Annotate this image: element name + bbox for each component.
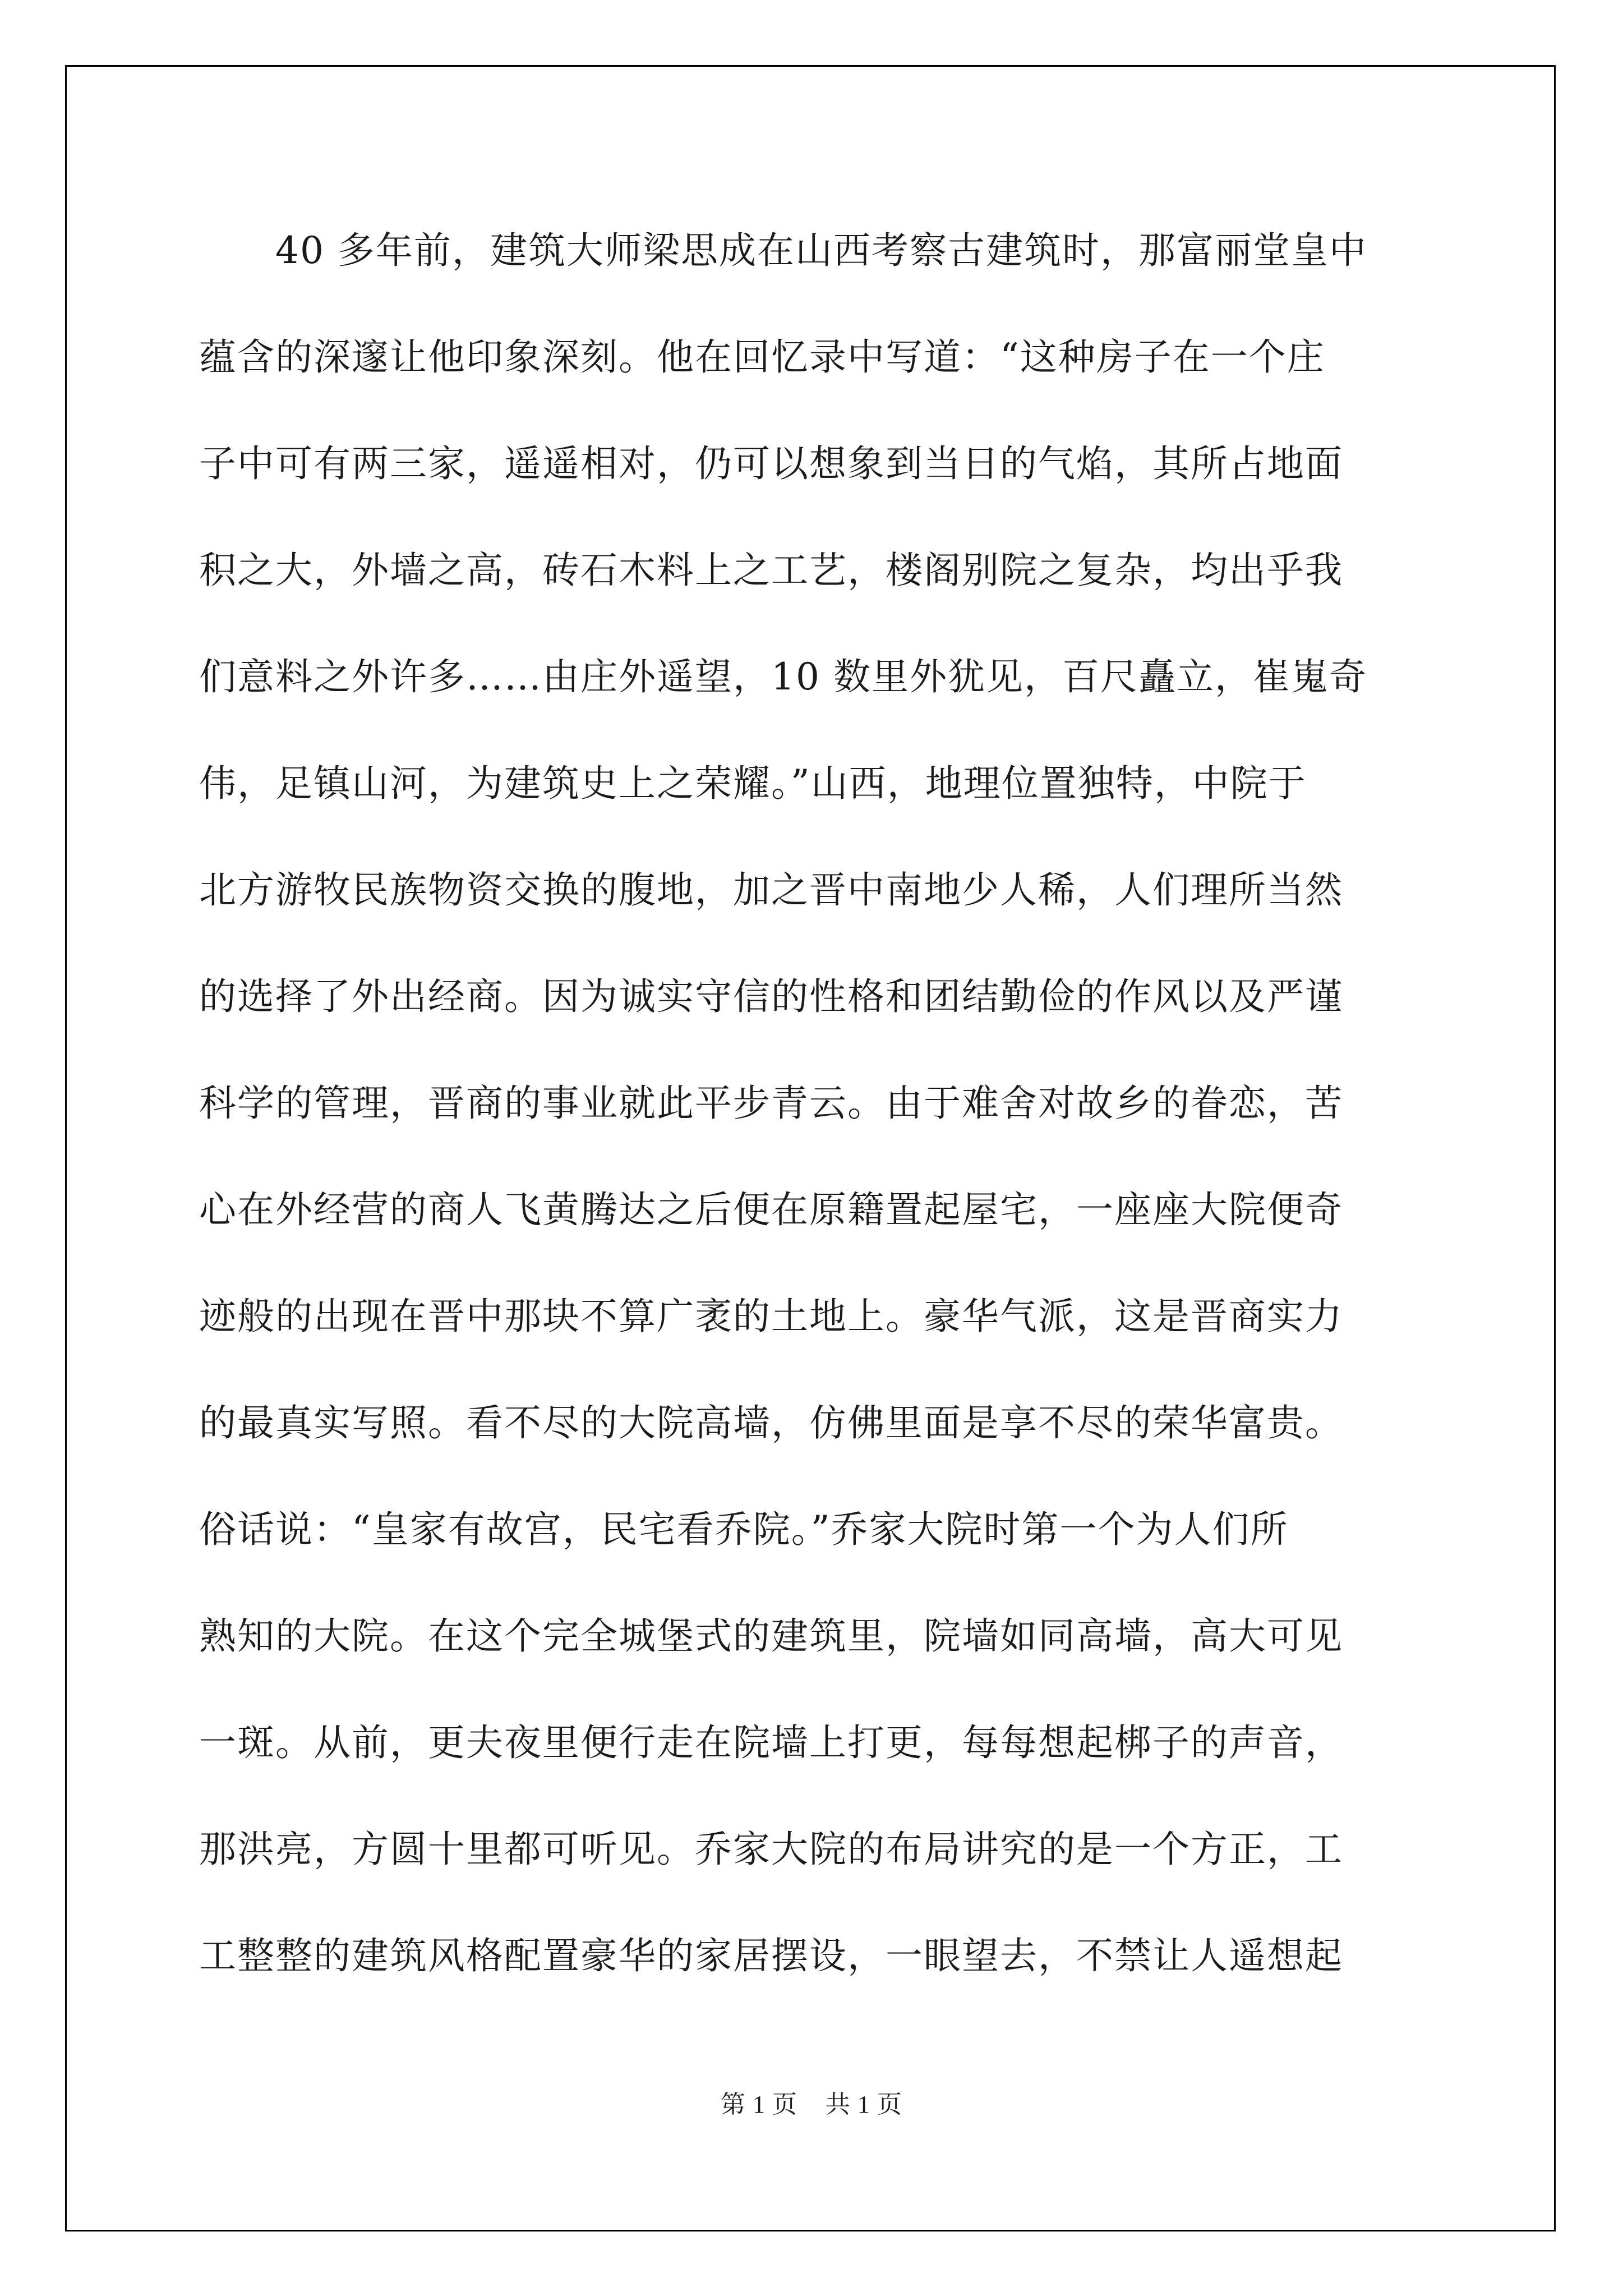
text-line: 迹般的出现在晋中那块不算广袤的土地上。豪华气派，这是晋商实力: [199, 1295, 1343, 1338]
text-line: 心在外经营的商人飞黄腾达之后便在原籍置起屋宅，一座座大院便奇: [199, 1188, 1343, 1231]
text-line: 科学的管理，晋商的事业就此平步青云。由于难舍对故乡的眷恋，苦: [199, 1082, 1343, 1125]
text-line: 们意料之外许多……由庄外遥望，10 数里外犹见，百尺矗立，崔嵬奇: [199, 655, 1367, 698]
text-line: 子中可有两三家，遥遥相对，仍可以想象到当日的气焰，其所占地面: [199, 442, 1343, 485]
text-line: 一斑。从前，更夫夜里便行走在院墙上打更，每每想起梆子的声音，: [199, 1721, 1343, 1764]
document-body: [199, 220, 1422, 2032]
page-total: 共 1 页: [826, 2091, 902, 2118]
text-line: 伟，足镇山河，为建筑史上之荣耀。”山西，地理位置独特，中院于: [199, 762, 1307, 805]
text-line: 北方游牧民族物资交换的腹地，加之晋中南地少人稀，人们理所当然: [199, 868, 1343, 912]
text-line: 的最真实写照。看不尽的大院高墙，仿佛里面是享不尽的荣华富贵。: [199, 1401, 1343, 1444]
text-line: 工整整的建筑风格配置豪华的家居摆设，一眼望去，不禁让人遥想起: [199, 1934, 1343, 1977]
page-footer: [0, 2084, 1623, 2120]
text-line: 的选择了外出经商。因为诚实守信的性格和团结勤俭的作风以及严谨: [199, 975, 1343, 1018]
text-line: 那洪亮，方圆十里都可听见。乔家大院的布局讲究的是一个方正，工: [199, 1828, 1343, 1871]
text-line: 蕴含的深邃让他印象深刻。他在回忆录中写道：“这种房子在一个庄: [199, 335, 1325, 379]
text-line: 积之大，外墙之高，砖石木料上之工艺，楼阁别院之复杂，均出乎我: [199, 549, 1343, 592]
text-line: 俗话说：“皇家有故宫，民宅看乔院。”乔家大院时第一个为人们所: [199, 1508, 1289, 1551]
text-line: 40 多年前，建筑大师梁思成在山西考察古建筑时，那富丽堂皇中: [199, 229, 1367, 272]
page-number: 第 1 页: [721, 2091, 797, 2118]
text-line: 熟知的大院。在这个完全城堡式的建筑里，院墙如同高墙，高大可见: [199, 1614, 1343, 1658]
